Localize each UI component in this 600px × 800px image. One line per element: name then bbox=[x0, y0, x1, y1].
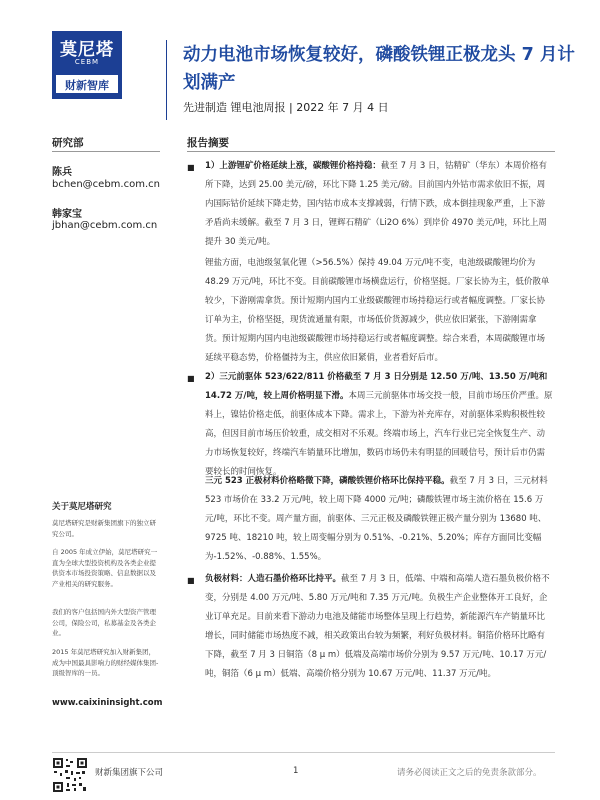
author-name: 陈兵 bbox=[52, 167, 72, 178]
report-title: 动力电池市场恢复较好，磷酸铁锂正极龙头 7 月计划满产 bbox=[183, 45, 575, 93]
cebm-logo bbox=[52, 31, 122, 99]
qr-code-icon bbox=[52, 757, 88, 793]
website-link[interactable]: www.caixininsight.com bbox=[52, 698, 163, 708]
research-dept-heading: 研究部 bbox=[52, 137, 84, 149]
logo-english-name: CEBM bbox=[74, 58, 100, 66]
footer-disclaimer: 请务必阅读正文之后的免责条款部分。 bbox=[397, 768, 542, 778]
paragraph-body: 截至 7 月 3 日，钴精矿（华东）本周价格有所下降，达到 25.00 美元/磅，环比下降 1.25 美元/磅。目前国内外钴市需求依旧不振，周内国际钴价延续下降走势，国内钴市成本支撑减弱，行情下跌，成本倒挂现象严重，上下游矛盾尚未缓解。截至 7 月 3 日，锂辉石精矿（Li2O 6%）到岸价 4970 美元/吨，环比上周提升 30 美元/吨。 bbox=[205, 161, 548, 247]
summary-heading: 报告摘要 bbox=[187, 137, 229, 149]
paragraph-lead: 三元 523 正极材料价格略微下降，磷酸铁锂价格环比保持平稳。 bbox=[205, 476, 450, 486]
about-paragraph: 自 2005 年成立伊始，莫尼塔研究一直为全球大型投资机构及各类企业提供资本市场投资策略、信息数据以及产业相关的研究服务。 bbox=[52, 548, 158, 588]
footer-company: 财新集团旗下公司 bbox=[95, 768, 164, 778]
author-email[interactable]: jbhan@cebm.com.cn bbox=[52, 220, 158, 231]
report-subtitle: 先进制造 锂电池周报 | 2022 年 7 月 4 日 bbox=[183, 101, 389, 114]
bullet-marker: ■ bbox=[187, 374, 195, 383]
about-paragraph: 2015 年莫尼塔研究加入财新集团，成为中国最具影响力的财经媒体集团-顶级智库的一员。 bbox=[52, 648, 159, 677]
logo-chinese-name: 莫尼塔 bbox=[60, 40, 114, 60]
logo-sub-banner bbox=[56, 75, 118, 93]
left-heading-rule bbox=[52, 151, 160, 152]
about-paragraph: 莫尼塔研究是财新集团旗下的独立研究公司。 bbox=[52, 519, 156, 538]
footer-rule bbox=[52, 752, 555, 753]
page-number: 1 bbox=[293, 766, 299, 776]
paragraph-lead: 2）三元前驱体 523/622/811 价格截至 7 月 3 日分别是 12.50 万/吨、13.50 万/吨和 14.72 万/吨，较上周价格明显下滑。 bbox=[205, 372, 548, 401]
paragraph-body: 截至 7 月 3 日，三元材料 523 市场价在 33.2 万元/吨，较上周下降 4000 元/吨；磷酸铁锂市场主流价格在 15.6 万元/吨，环比不变。周产量方面，前驱体、三元正极及磷酸铁锂正极产量分别为 13680 吨、9725 吨、18210 吨，较上周变幅分别为 0.51%、-0.21%、5.20%；库存方面同比变幅为-1.52%、-0.88%、1.55%。 bbox=[205, 476, 548, 562]
header-divider bbox=[166, 40, 167, 120]
author-name: 韩家宝 bbox=[52, 209, 82, 220]
summary-paragraph bbox=[205, 570, 553, 684]
author-email[interactable]: bchen@cebm.com.cn bbox=[52, 179, 160, 190]
paragraph-lead: 1）上游锂矿价格延续上涨，碳酸锂价格持稳： bbox=[205, 161, 381, 171]
main-heading-rule bbox=[187, 151, 555, 152]
bullet-marker: ■ bbox=[187, 163, 195, 172]
bullet-marker: ■ bbox=[187, 576, 195, 585]
paragraph-lead: 负极材料：人造石墨价格环比持平。 bbox=[205, 574, 342, 584]
paragraph-body: 本周三元前驱体市场交投一般，目前市场压价严重。原料上，镍钴价格走低，前驱体成本下降。需求上，下游为补充库存，对前驱体采购积极性较高，但因目前市场压价较重，成交相对不乐观。终端市场上，汽车行业已完全恢复生产、动力市场恢复较好，终端汽车销量环比增加，数码市场仍未有明显的回暖信号，预计后市仍需要较长的时间恢复。 bbox=[205, 391, 553, 477]
about-paragraph: 我们的客户包括国内外大型资产管理公司，保险公司，私募基金及各类企业。 bbox=[52, 608, 156, 637]
paragraph-body: 截至 7 月 3 日，低端、中端和高端人造石墨负极价格不变，分别是 4.00 万元/吨、5.80 万元/吨和 7.35 万元/吨。负极生产企业整体开工良好，企业订单充足。目前来看下游动力电池及储能市场整体呈现上行趋势，新能源汽车产销量环比增长，同时储能市场热度不减，相关政策出台较为频繁，利好负极材料。铜箔价格环比略有下降，截至 7 月 3 日铜箔（8 μ m）低端及高端市场价分别为 9.57 万元/吨、10.17 万元/吨，铜箔（6 μ m）低端、高端价格分别为 10.67 万元/吨、11.37 万元/吨。 bbox=[205, 574, 550, 679]
summary-paragraph bbox=[205, 368, 553, 482]
paragraph-body: 锂盐方面，电池级氢氧化锂（>56.5%）保持 49.04 万元/吨不变，电池级碳酸锂均价为 48.29 万元/吨，环比不变。目前碳酸锂市场横盘运行，价格坚挺。厂家长协为主，低价散单较少，下游刚需拿货。预计短期内国内工业级碳酸锂市场持稳运行或者幅度调整。厂家长协订单为主，价格坚挺，现货流通量有限，市场低价货源减少，供应依旧紧张，下游刚需拿货。预计短期内国内电池级碳酸锂市场持稳运行或者幅度调整。综合来看，本周碳酸锂市场延续平稳态势，价格僵持为主，供应依旧紧俏，业者看好后市。 bbox=[205, 258, 550, 363]
about-heading: 关于莫尼塔研究 bbox=[52, 502, 112, 512]
logo-sub-text: 财新智库 bbox=[65, 79, 109, 92]
summary-paragraph bbox=[205, 157, 553, 252]
summary-paragraph bbox=[205, 254, 553, 368]
summary-paragraph bbox=[205, 472, 553, 567]
